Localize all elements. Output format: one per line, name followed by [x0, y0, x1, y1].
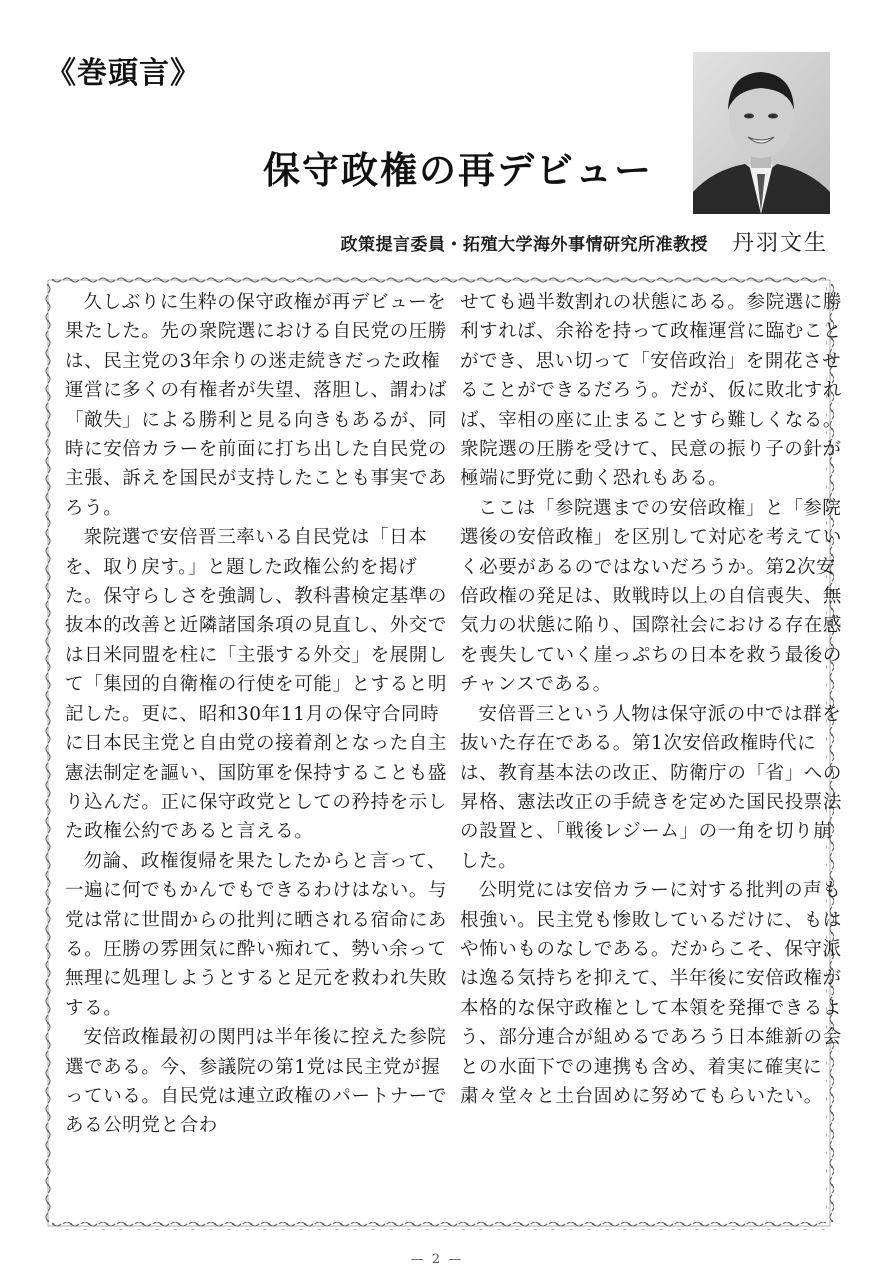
author-name: 丹羽文生 — [731, 231, 828, 256]
paragraph: 勿論、政権復帰を果たしたからと言って、一遍に何でもかんでもできるわけはない。与党は常に世間からの批判に晒される宿命にある。圧勝の雰囲気に酔い痴れて、勢い余って無理に処理しようとすると足元を救われ失敗する。 — [65, 850, 448, 1019]
article-title: 保守政権の再デビュー — [263, 148, 653, 192]
paragraph: 衆院選で安倍晋三率いる自民党は「日本を、取り戻す。」と題した政権公約を掲げた。保守らしさを強調し、教科書検定基準の抜本的改善と近隣諸国条項の見直し、外交では日米同盟を柱に「主張する外交」を展開して「集団的自衛権の行使を可能」とすると明記した。更に、昭和30年11月の保守合同時に日本民主党と自由党の接着剤となった自主憲法制定を謳い、国防軍を保持することも盛り込んだ。正に保守政党としての矜持を示した政権公約であると言える。 — [65, 527, 448, 843]
paragraph: 安倍政権最初の関門は半年後に控えた参院選である。今、参議院の第1党は民主党が握っている。自民党は連立政権のパートナーである公明党と合わ — [65, 1027, 448, 1137]
paragraph: 久しぶりに生粋の保守政権が再デビューを果たした。先の衆院選における自民党の圧勝は、民主党の3年余りの迷走続きだった政権運営に多くの有権者が失望、落胆し、謂わば「敵失」による勝利と見る向きもあるが、同時に安倍カラーを前面に打ち出した自民党の主張、訴えを国民が支持したことも事実であろう。 — [65, 292, 448, 519]
section-label: 《巻頭言》 — [46, 56, 201, 91]
byline — [340, 226, 828, 257]
author-affiliation: 政策提言委員・拓殖大学海外事情研究所准教授 — [340, 235, 708, 255]
paragraph: ここは「参院選までの安倍政権」と「参院選後の安倍政権」を区別して対応を考えていく必要があるのではないだろうか。第2次安倍政権の発足は、敗戦時以上の自信喪失、無気力の状態に陥り、国際社会における存在感を喪失していく崖っぷちの日本を救う最後のチャンスである。 — [460, 497, 843, 696]
paragraph: 安倍晋三という人物は保守派の中では群を抜いた存在である。第1次安倍政権時代には、教育基本法の改正、防衛庁の「省」への昇格、憲法改正の手続きを定めた国民投票法の設置と、「戦後レジーム」の一角を切り崩した。 — [460, 703, 843, 872]
article-column-left — [65, 288, 447, 1141]
author-photo — [693, 52, 830, 214]
paragraph-continuation: せても過半数割れの状態にある。参院選に勝利すれば、余裕を持って政権運営に臨むことができ、思い切って「安倍政治」を開花させることができるだろう。だが、仮に敗北すれば、宰相の座に止まることすら難しくなる。衆院選の圧勝を受けて、民意の振り子の針が極端に野党に動く恐れもある。 — [460, 292, 843, 490]
page-number: — 2 — — [410, 1252, 464, 1267]
article-column-right — [460, 288, 842, 1111]
paragraph: 公明党には安倍カラーに対する批判の声も根強い。民主党も惨敗しているだけに、もはや怖いものなしである。だからこそ、保守派は逸る気持ちを抑えて、半年後に安倍政権が本格的な保守政権として本領を発揮できるよう、部分連合が組めるであろう日本維新の会との水面下での連携も含め、着実に確実に粛々堂々と土台固めに努めてもらいたい。 — [460, 880, 843, 1107]
